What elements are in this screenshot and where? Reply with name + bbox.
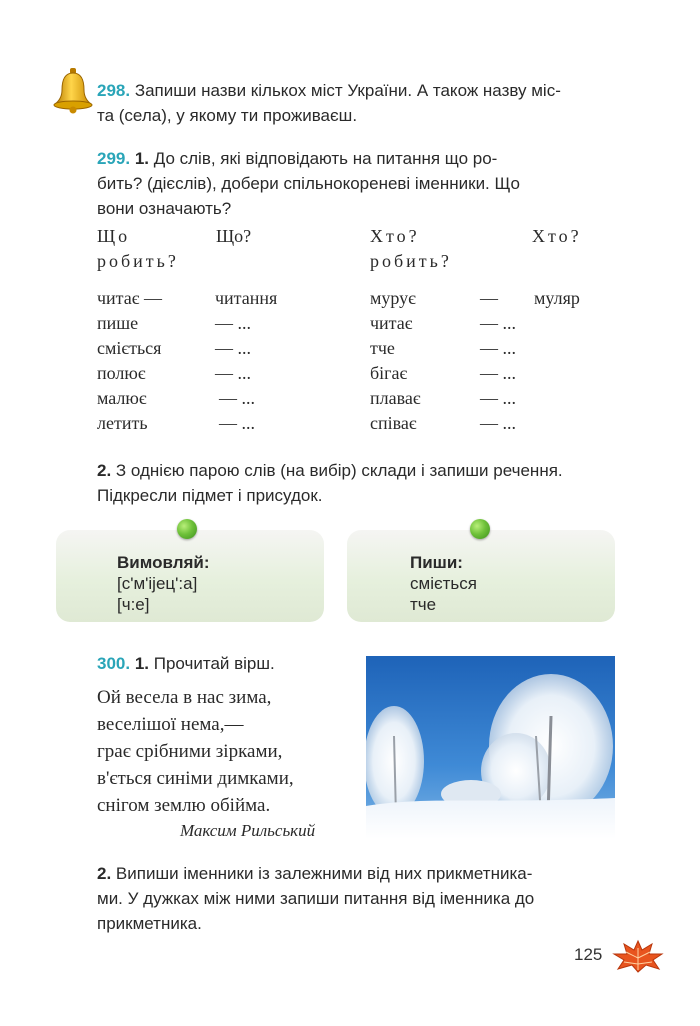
exercise-number: 300. <box>97 654 131 673</box>
bell-icon <box>52 66 94 114</box>
table-row <box>370 363 630 388</box>
write-line: тче <box>410 595 437 614</box>
autumn-leaf-icon <box>612 938 664 974</box>
verb: співає <box>370 413 417 433</box>
verb: тче <box>370 338 395 358</box>
exercise-text: Запиши назви кількох міст України. А також назву міс- <box>134 81 561 100</box>
exercise-300-heading <box>97 651 275 676</box>
exercise-text: та (села), у якому ти проживаєш. <box>97 106 358 125</box>
verb: читає — <box>97 288 162 308</box>
verb: мурує <box>370 288 416 308</box>
write-line: сміється <box>410 574 477 593</box>
dash: — ... <box>480 413 516 433</box>
verb: полює <box>97 363 146 383</box>
table-row <box>97 338 357 363</box>
poem-line: в'ється синіми димками, <box>97 768 294 789</box>
table-row <box>370 288 630 313</box>
poem-line: снігом землю обійма. <box>97 795 271 816</box>
header-who: Хто? <box>532 226 582 246</box>
task-part-number: 2. <box>97 461 112 480</box>
table-row <box>97 363 357 388</box>
verb: бігає <box>370 363 408 383</box>
table-row <box>370 313 630 338</box>
poem-line: веселішої нема,— <box>97 714 244 735</box>
exercise-text: Підкресли підмет і присудок. <box>97 486 323 505</box>
task-part-number: 1. <box>134 654 150 673</box>
table-row <box>97 388 357 413</box>
green-dot-icon <box>177 519 197 539</box>
winter-photo <box>366 656 615 839</box>
exercise-text: Випиши іменники із залежними від них прикметника- <box>115 864 533 883</box>
verb: плаває <box>370 388 421 408</box>
verb: читає <box>370 313 413 333</box>
exercise-text: Прочитай вірш. <box>153 654 275 673</box>
noun: — ... <box>215 338 251 358</box>
page-number: 125 <box>574 945 603 964</box>
dash: — ... <box>480 363 516 383</box>
green-dot-icon <box>470 519 490 539</box>
table-row <box>97 288 357 313</box>
pronounce-content <box>117 552 210 615</box>
exercise-298 <box>97 78 637 128</box>
verb: летить <box>97 413 148 433</box>
header-who-does-b: робить? <box>370 251 452 271</box>
dash: — <box>480 288 498 308</box>
exercise-text: ми. У дужках між ними запиши питання від іменника до <box>97 889 535 908</box>
header-who-does-a: Хто? <box>370 226 420 246</box>
table-row <box>97 313 357 338</box>
table-row <box>370 388 630 413</box>
task-part-number: 1. <box>134 149 150 168</box>
exercise-text: До слів, які відповідають на питання що ро- <box>153 149 498 168</box>
pronounce-line: [с'м'іjец':а] <box>117 574 198 593</box>
verb: сміється <box>97 338 162 358</box>
dash: — ... <box>480 313 516 333</box>
poem-line: Ой весела в нас зима, <box>97 687 272 708</box>
exercise-300-part-2 <box>97 861 637 936</box>
exercise-text: бить? (дієслів), добери спільнокореневі іменники. Що <box>97 174 520 193</box>
exercise-299 <box>97 146 637 221</box>
pronounce-title: Вимовляй: <box>117 553 210 572</box>
poem <box>97 684 294 819</box>
task-part-number: 2. <box>97 864 112 883</box>
noun: — ... <box>219 413 255 433</box>
header-what: Що? <box>216 226 252 246</box>
verb: пише <box>97 313 139 333</box>
noun: — ... <box>219 388 255 408</box>
pronounce-line: [ч:е] <box>117 595 150 614</box>
exercise-text: прикметника. <box>97 914 202 933</box>
write-content <box>410 552 477 615</box>
dash: — ... <box>480 338 516 358</box>
header-what-does-b: робить? <box>97 251 179 271</box>
noun: — ... <box>215 363 251 383</box>
exercise-299-part-2 <box>97 458 637 508</box>
exercise-text: З однією парою слів (на вибір) склади і запиши речення. <box>115 461 563 480</box>
poem-author: Максим Рильський <box>180 821 316 840</box>
word-table-right <box>370 288 630 438</box>
dash: — ... <box>480 388 516 408</box>
write-title: Пиши: <box>410 553 463 572</box>
poem-line: грає срібними зірками, <box>97 741 283 762</box>
word-table-left <box>97 288 357 438</box>
table-row <box>370 338 630 363</box>
table-row <box>97 413 357 438</box>
noun: — ... <box>215 313 251 333</box>
noun: читання <box>215 288 278 308</box>
table-row <box>370 413 630 438</box>
write-panel <box>347 530 615 622</box>
exercise-number: 299. <box>97 149 131 168</box>
exercise-text: вони означають? <box>97 199 232 218</box>
header-what-does-a: Що <box>97 226 131 246</box>
noun: муляр <box>534 288 580 308</box>
verb: малює <box>97 388 147 408</box>
exercise-number: 298. <box>97 81 131 100</box>
